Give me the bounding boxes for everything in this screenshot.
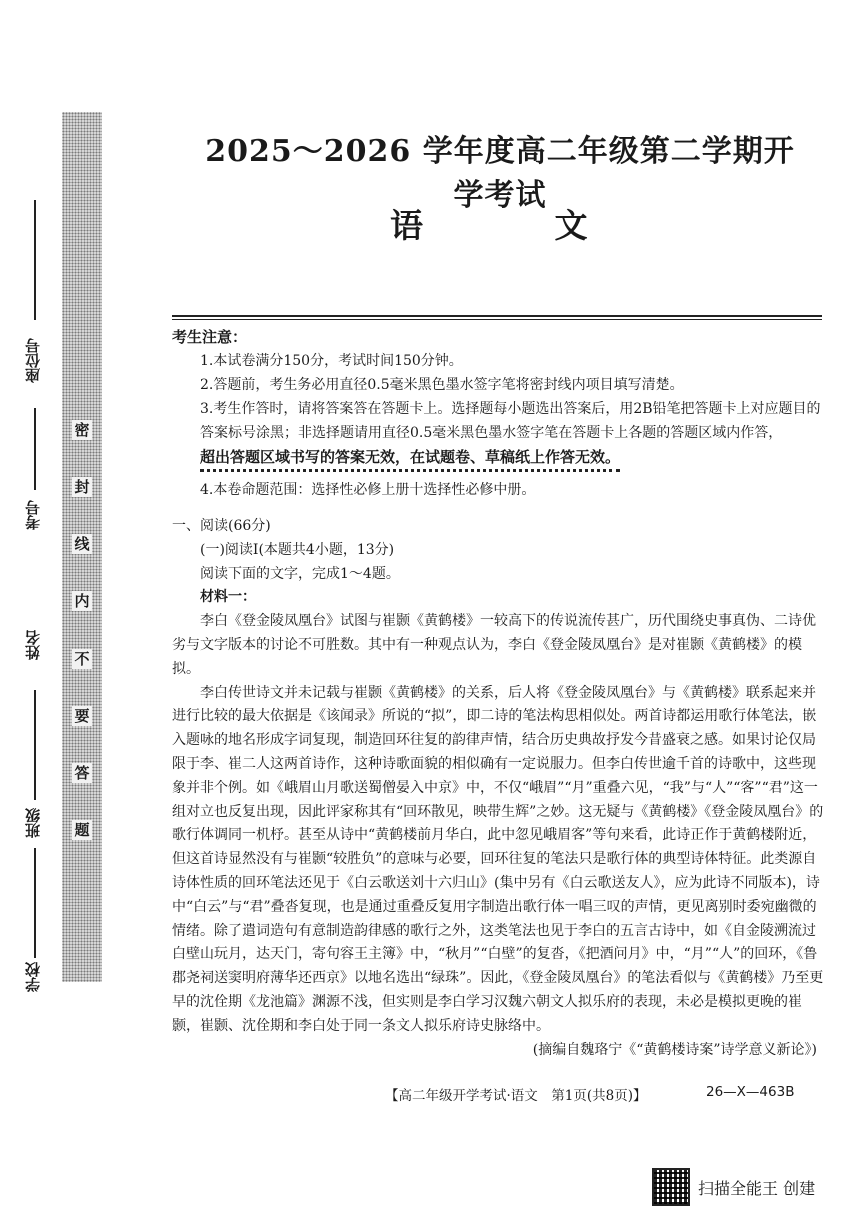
section-heading: 一、阅读(66分) xyxy=(172,518,271,534)
seal-char: 答 xyxy=(72,763,92,783)
seal-char: 内 xyxy=(72,591,92,611)
header-rule-thin xyxy=(172,319,822,320)
paragraph: 李白传世诗文并未记载与崔颢《黄鹤楼》的关系，后人将《登金陵凤凰台》与《黄鹤楼》联系起来并进行比较的最大依据是《该闻录》所说的“拟”，即二诗的笔法构思相似处。两首诗都运用歌行体笔法，嵌入题咏的地名形成字词复现，制造回环往复的韵律声情，结合历史典故抒发今昔盛衰之感。如果讨论仅局限于李、崔二人这两首诗作，这种诗歌面貌的相似确有一定说服力。但李白传世逾千首的诗歌中，这些现象并非个例。如《峨眉山月歌送蜀僧晏入中京》中，不仅“峨眉”“月”重叠六见，“我”与“人”“客”“君”这一组对立也反复出现，因此评家称其有“回环散见，映带生辉”之妙。这无疑与《黄鹤楼》《登金陵凤凰台》的歌行体调同一机杼。甚至从诗中“黄鹤楼前月华白，此中忽见峨眉客”等句来看，此诗正作于黄鹤楼附近，但这首诗显然没有与崔颢“较胜负”的意味与必要，回环往复的笔法只是歌行体的典型诗体特征。此类源自诗体性质的回环笔法还见于《白云歌送刘十六归山》(集中另有《白云歌送友人》，应为此诗不同版本)，诗中“白云”与“君”叠沓复现，也是通过重叠反复用字制造出歌行体一唱三叹的声情，更见离别时委宛幽微的情绪。除了遣词造句有意制造韵律感的歌行之外，这类笔法也见于李白的五言古诗中，如《自金陵溯流过白壁山玩月，达天门，寄句容王主簿》中，“秋月”“白壁”的复沓，《把酒问月》中，“月”“人”的回环，《鲁郡尧祠送窦明府薄华还西京》以地名选出“绿珠”。因此，《登金陵凤凰台》的笔法看似与《黄鹤楼》乃至更早的沈佺期《龙池篇》渊源不浅，但实则是李白学习汉魏六朝文人拟乐府的表现，未必是模拟更晚的崔颢，崔颢、沈佺期和李白处于同一条文人拟乐府诗史脉络中。 xyxy=(172,684,824,1034)
subsection-heading: (一)阅读Ⅰ(本题共4小题，13分) xyxy=(200,541,395,558)
seat-number-label: 座位号 xyxy=(24,338,42,383)
seal-char: 不 xyxy=(72,649,92,669)
emphasis-text: 超出答题区域书写的答案无效，在试题卷、草稿纸上作答无效。 xyxy=(200,445,620,472)
seal-char: 密 xyxy=(72,420,92,440)
seal-char: 要 xyxy=(72,706,92,726)
seal-char: 封 xyxy=(72,477,92,497)
seal-line-text xyxy=(62,420,102,840)
source-citation: (摘编自魏珞宁《“黄鹤楼诗案”诗学意义新论》) xyxy=(532,1041,817,1058)
candidate-notice xyxy=(172,325,827,502)
seat-number-line xyxy=(34,200,36,320)
notice-item: 2.答题前，考生务必用直径0.5毫米黑色墨水签字笔将密封线内项目填写清楚。 xyxy=(200,377,684,393)
notice-item: 3.考生作答时，请将答案答在答题卡上。选择题每小题选出答案后，用2B铅笔把答题卡上对应题目的答案标号涂黑；非选择题请用直径0.5毫米黑色墨水签字笔在答题卡上各题的答题区域内作答，超出答题区域书写的答案无效，在试题卷、草稿纸上作答无效。 xyxy=(172,397,827,472)
header-rule xyxy=(172,315,822,317)
class-label: 班级 xyxy=(24,808,42,838)
notice-item: 4.本卷命题范围：选择性必修上册十选择性必修中册。 xyxy=(200,482,536,498)
scanner-label: 扫描全能王 创建 xyxy=(698,1178,816,1198)
reading-section xyxy=(172,515,827,1062)
exam-number-label: 考号 xyxy=(24,500,42,530)
exam-number-line xyxy=(34,408,36,490)
seal-char: 线 xyxy=(72,534,92,554)
scanner-watermark xyxy=(652,1168,815,1206)
qr-code-icon xyxy=(652,1168,690,1206)
subject-title: 语 文 xyxy=(390,206,648,245)
name-label: 姓名 xyxy=(24,630,42,660)
seal-char: 题 xyxy=(72,820,92,840)
class-line xyxy=(34,848,36,958)
exam-title: 2025～2026 学年度高二年级第二学期开学考试 xyxy=(205,134,795,213)
paragraph: 李白《登金陵凤凰台》试图与崔颢《黄鹤楼》一较高下的传说流传甚广，历代围绕史事真伪、二诗优劣与文字版本的讨论不可胜数。其中有一种观点认为，李白《登金陵凤凰台》是对崔颢《黄鹤楼》的模拟。 xyxy=(172,613,816,677)
notice-title: 考生注意： xyxy=(172,328,248,346)
paper-code: 26—X—463B xyxy=(706,1084,795,1100)
school-label: 学校 xyxy=(24,962,42,992)
name-line xyxy=(34,690,36,800)
notice-item: 1.本试卷满分150分，考试时间150分钟。 xyxy=(200,353,463,369)
material-label: 材料一： xyxy=(200,589,256,606)
instruction: 阅读下面的文字，完成1～4题。 xyxy=(200,565,400,582)
page-footer: 【高二年级开学考试·语文 第1页(共8页)】 xyxy=(385,1088,647,1104)
